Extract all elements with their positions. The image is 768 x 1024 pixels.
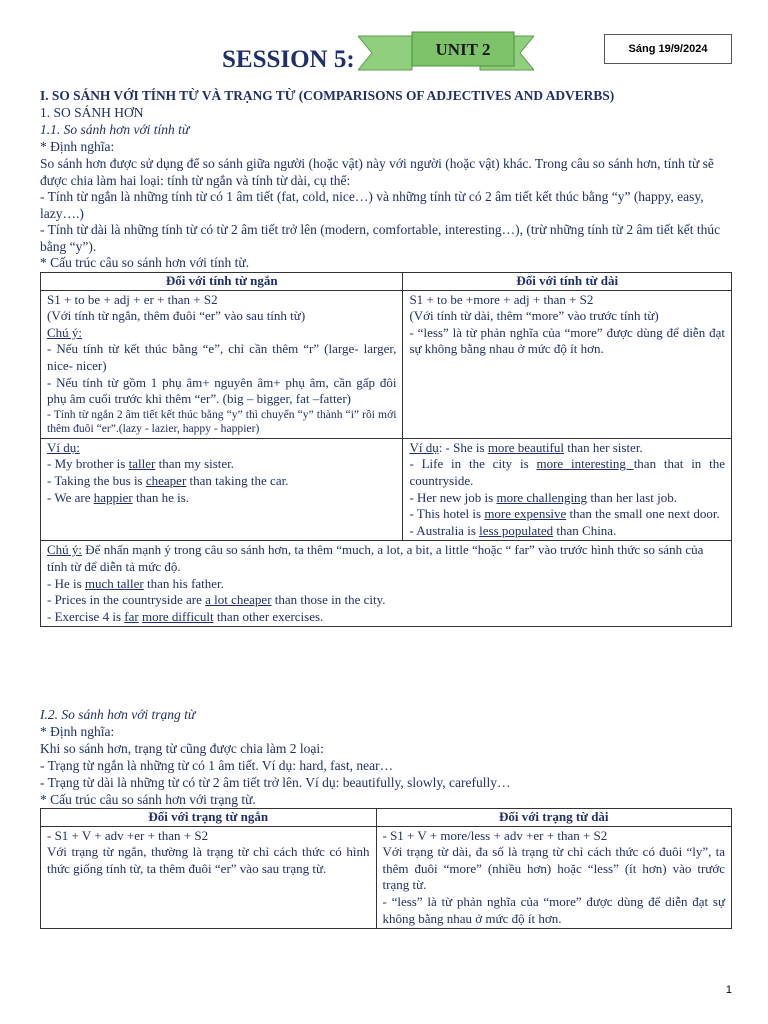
page-number: 1: [725, 984, 732, 996]
structure-label: * Cấu trúc câu so sánh hơn với tính từ.: [40, 255, 250, 270]
short-adjective-examples-cell: [41, 438, 403, 541]
long-adjective-rules-cell: [403, 290, 732, 438]
less-note: - “less” là từ phản nghĩa của “more” được dùng để diễn đạt sự không bằng nhau ở mức độ ít hơn.: [409, 324, 725, 357]
short-adverb-definition: - Trạng từ ngắn là những từ có 1 âm tiết. Ví dụ: hard, fast, near…: [40, 758, 394, 773]
table-header-long-adverbs: Đối với trạng từ dài: [376, 809, 732, 827]
example-line: - This hotel is more expensive than the small one next door.: [409, 506, 720, 522]
emphasis-note: Chú ý: Để nhấn mạnh ý trong câu so sánh hơn, ta thêm “much, a lot, a bit, a little “hoặc “ far” vào trước hình thức so sánh của tính từ để diễn tả mức độ.: [47, 542, 704, 574]
example-line: - My brother is taller than my sister.: [47, 456, 235, 472]
table-header-long-adjectives: Đối với tính từ dài: [403, 273, 732, 291]
unit-label: UNIT 2: [435, 40, 491, 59]
short-adverb-text: Với trạng từ ngắn, thường là trạng từ chỉ cách thức có hình thức giống tính từ, ta thêm đuôi “er” vào sau trạng từ.: [47, 844, 370, 876]
short-adverb-cell: [41, 826, 377, 929]
example-line: - Her new job is more challenging than her last job.: [409, 489, 677, 505]
short-adjective-rules-cell: [41, 290, 403, 438]
section-heading: I. SO SÁNH VỚI TÍNH TỪ VÀ TRẠNG TỪ (COMPARISONS OF ADJECTIVES AND ADVERBS): [40, 88, 615, 103]
session-title: SESSION 5:: [222, 46, 355, 73]
example-line: - Exercise 4 is far more difficult than other exercises.: [47, 608, 324, 624]
definition-label: * Định nghĩa:: [40, 139, 115, 154]
example-line: - Taking the bus is cheaper than taking the car.: [47, 472, 289, 488]
table-header-short-adverbs: Đối với trạng từ ngắn: [41, 809, 377, 827]
date-label: Sáng 19/9/2024: [604, 34, 732, 64]
long-adjective-note: (Với tính từ dài, thêm “more” vào trước tính từ): [409, 308, 659, 324]
definition-text: So sánh hơn được sử dụng để so sánh giữa người (hoặc vật) này với người (hoặc vật) khác. Trong câu so sánh hơn, tính từ sẽ được chia làm hai loại: tính từ ngắn và tính từ dài, cụ thể:: [40, 156, 714, 188]
long-adverb-text: Với trạng từ dài, đa số là trạng từ chỉ cách thức có đuôi “ly”, ta thêm đuôi “more” (nhiều hơn) hoặc “less” (ít hơn) vào trước trạng từ.: [382, 844, 725, 893]
long-adverb-formula: - S1 + V + more/less + adv +er + than + S2: [382, 827, 608, 843]
note-label: Chú ý:: [47, 324, 83, 340]
example-line: - We are happier than he is.: [47, 489, 190, 505]
adverb-definition-text: Khi so sánh hơn, trạng từ cũng được chia làm 2 loại:: [40, 741, 324, 756]
emphasis-note-cell: [41, 541, 732, 627]
long-adverb-cell: [376, 826, 732, 929]
subheading-comparative: 1. SO SÁNH HƠN: [40, 105, 144, 120]
short-adverb-formula: - S1 + V + adv +er + than + S2: [47, 827, 209, 843]
long-adjective-definition: - Tính từ dài là những tính từ có từ 2 âm tiết trở lên (modern, comfortable, interesting…), (trừ những tính từ 2 âm tiết kết thúc bằng “y”).: [40, 222, 721, 254]
adverb-comparison-table: [40, 808, 732, 929]
adjective-comparison-table: [40, 272, 732, 627]
short-adjective-definition: - Tính từ ngắn là những tính từ có 1 âm tiết (fat, cold, nice…) và những tính từ có 2 âm tiết kết thúc bằng “y” (happy, easy, lazy….): [40, 189, 704, 221]
example-line: - Australia is less populated than China.: [409, 522, 617, 538]
subheading-adverbs: I.2. So sánh hơn với trạng từ: [40, 707, 196, 722]
rule-double-consonant: - Nếu tính từ gồm 1 phụ âm+ nguyên âm+ phụ âm, cần gấp đôi phụ âm cuối trước khi thêm “er”. (big – bigger, fat –fatter): [47, 374, 397, 407]
example-label: Ví dụ:: [47, 439, 80, 455]
short-adjective-formula: S1 + to be + adj + er + than + S2: [47, 291, 218, 307]
table-header-short-adjectives: Đối với tính từ ngắn: [41, 273, 403, 291]
example-line: - Prices in the countryside are a lot cheaper than those in the city.: [47, 592, 386, 608]
long-adjective-formula: S1 + to be +more + adj + than + S2: [409, 291, 594, 307]
example-line: - Life in the city is more interesting than that in the countryside.: [409, 456, 725, 488]
adverb-definition-label: * Định nghĩa:: [40, 724, 115, 739]
example-label: Ví dụ: [409, 439, 439, 455]
less-note: - “less” là từ phản nghĩa của “more” được dùng để diễn đạt sự không bằng nhau ở mức độ ít hơn.: [382, 893, 725, 926]
long-adjective-examples-cell: [403, 438, 732, 541]
adverb-structure-label: * Cấu trúc câu so sánh hơn với trạng từ.: [40, 792, 256, 807]
long-adverb-definition: - Trạng từ dài là những từ có từ 2 âm tiết trở lên. Ví dụ: beautifully, slowly, carefully…: [40, 775, 511, 790]
rule-ending-y: - Tính từ ngắn 2 âm tiết kết thúc bằng “y” thì chuyển “y” thành “i” rồi mới thêm đuôi “er”.(lazy - lazier, happy - happier): [47, 407, 397, 436]
example-line: Ví dụ: - She is more beautiful than her sister.: [409, 439, 643, 455]
example-line: - He is much taller than his father.: [47, 575, 224, 591]
subheading-adjectives: 1.1. So sánh hơn với tính từ: [40, 122, 190, 137]
short-adjective-note: (Với tính từ ngắn, thêm đuôi “er” vào sau tính từ): [47, 308, 306, 324]
rule-ending-e: - Nếu tính từ kết thúc bằng “e”, chỉ cần thêm “r” (large- larger, nice- nicer): [47, 341, 397, 373]
